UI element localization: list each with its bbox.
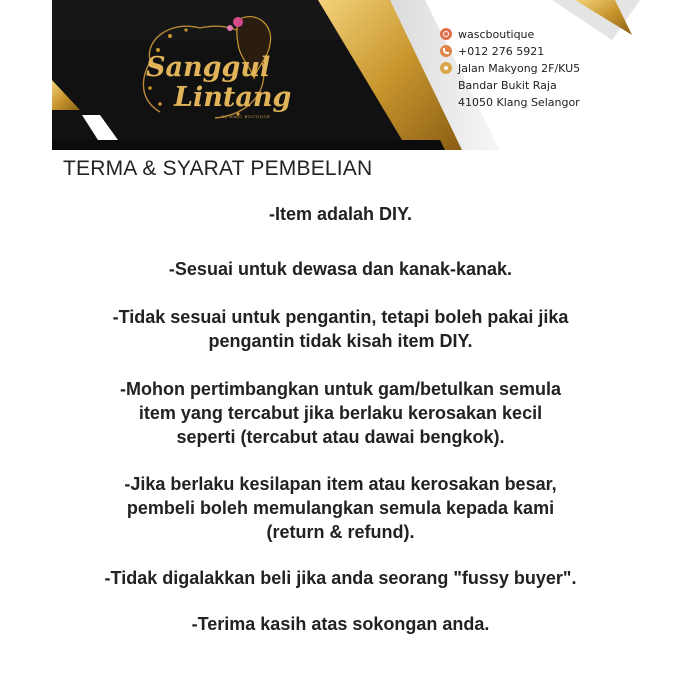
instagram-icon xyxy=(440,28,452,40)
phone-icon xyxy=(440,45,452,57)
header-banner xyxy=(0,0,681,150)
term-item: -Item adalah DIY. xyxy=(268,204,413,224)
term-item: -Tidak sesuai untuk pengantin, tetapi boleh pakai jika pengantin tidak kisah item DIY. xyxy=(112,307,569,351)
phone-number: +012 276 5921 xyxy=(458,45,545,58)
logo-text-lintang: Lintang xyxy=(174,82,292,113)
term-item: -Terima kasih atas sokongan anda. xyxy=(191,614,490,634)
term-item: -Jika berlaku kesilapan item atau kerosakan besar, pembeli boleh memulangkan semula kepada kami (return & refund). xyxy=(124,474,557,542)
logo-subtext: by WASC BOUTIQUE xyxy=(222,114,271,119)
instagram-row xyxy=(440,26,580,43)
brand-logo xyxy=(138,14,292,134)
instagram-handle: wascboutique xyxy=(458,28,535,41)
address-line-1: Jalan Makyong 2F/KU5 xyxy=(458,62,581,75)
phone-row xyxy=(440,43,580,60)
logo-text-sanggul: Sanggul xyxy=(146,52,271,83)
location-pin-icon xyxy=(438,60,455,77)
term-item: -Tidak digalakkan beli jika anda seorang "fussy buyer". xyxy=(104,568,577,588)
address-line-2: Bandar Bukit Raja xyxy=(458,79,557,92)
page-title: TERMA & SYARAT PEMBELIAN xyxy=(63,157,373,180)
contact-info xyxy=(440,26,580,111)
address-row xyxy=(440,60,580,111)
address-line-3: 41050 Klang Selangor xyxy=(458,96,580,109)
term-item: -Mohon pertimbangkan untuk gam/betulkan semula item yang tercabut jika berlaku kerosakan kecil seperti (tercabut atau dawai bengkok). xyxy=(119,379,562,447)
term-item: -Sesuai untuk dewasa dan kanak-kanak. xyxy=(168,259,513,279)
